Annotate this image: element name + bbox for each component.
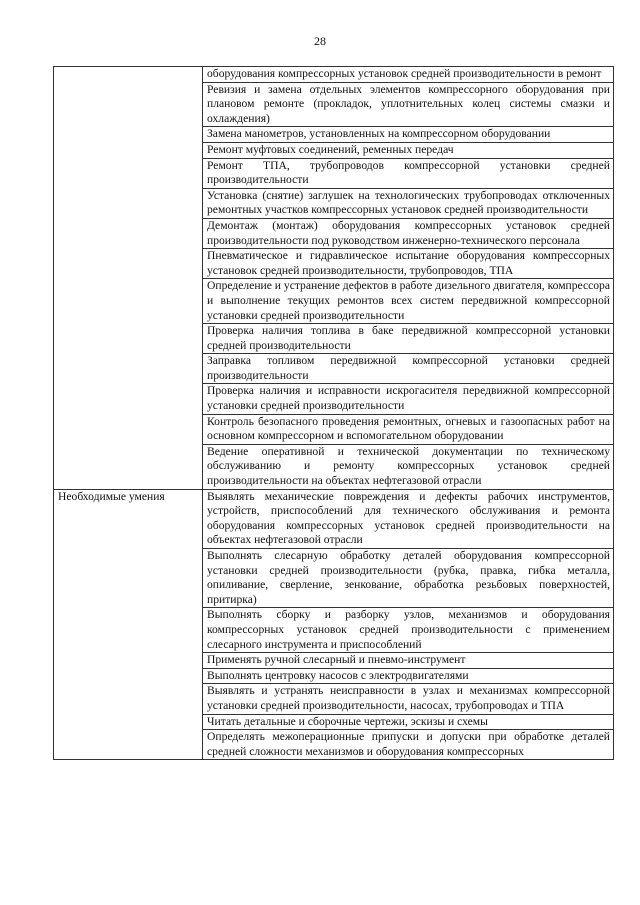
required-skills-item: Читать детальные и сборочные чертежи, эскизы и схемы: [203, 714, 614, 730]
required-skills-item: Выявлять механические повреждения и дефекты рабочих инструментов, устройств, приспособлений для технического обслуживания и ремонта оборудования компрессорных установок средней производительности на объектах нефтегазовой отрасли: [203, 489, 614, 548]
required-skills-item: Определять межоперационные припуски и допуски при обработке деталей средней сложности механизмов и оборудования компрессорных: [203, 730, 614, 760]
labor-actions-item: Ремонт ТПА, трубопроводов компрессорной установки средней производительности: [203, 158, 614, 188]
required-skills-label-cell: Необходимые умения: [54, 489, 203, 760]
required-skills-item: Выполнять центровку насосов с электродвигателями: [203, 668, 614, 684]
labor-actions-item: Демонтаж (монтаж) оборудования компрессорных установок средней производительности под руководством инженерно-технического персонала: [203, 218, 614, 248]
requirements-table: [53, 66, 614, 760]
labor-actions-item: оборудования компрессорных установок средней производительности в ремонт: [203, 67, 614, 83]
labor-actions-item: Проверка наличия топлива в баке передвижной компрессорной установки средней производительности: [203, 324, 614, 354]
page-number: 28: [314, 34, 326, 48]
labor-actions-item: Контроль безопасного проведения ремонтных, огневых и газоопасных работ на основном компрессорном и вспомогательном оборудовании: [203, 414, 614, 444]
labor-actions-item: Ремонт муфтовых соединений, ременных передач: [203, 142, 614, 158]
labor-actions-label-cell: [54, 67, 203, 490]
table-row: [54, 67, 614, 83]
required-skills-item: Выполнять сборку и разборку узлов, механизмов и оборудования компрессорных установок средней производительности с применением слесарного инструмента и приспособлений: [203, 608, 614, 653]
labor-actions-item: Пневматическое и гидравлическое испытание оборудования компрессорных установок средней производительности, трубопроводов, ТПА: [203, 249, 614, 279]
labor-actions-item: Замена манометров, установленных на компрессорном оборудовании: [203, 127, 614, 143]
labor-actions-item: Ведение оперативной и технической документации по техническому обслуживанию и ремонту компрессорных установок средней производительности на объектах нефтегазовой отрасли: [203, 444, 614, 489]
required-skills-item: Выявлять и устранять неисправности в узлах и механизмах компрессорной установки средней производительности, насосах, трубопроводах и ТПА: [203, 684, 614, 714]
labor-actions-item: Определение и устранение дефектов в работе дизельного двигателя, компрессора и выполнение текущих ремонтов всех систем передвижной компрессорной установки средней производительности: [203, 279, 614, 324]
labor-actions-item: Проверка наличия и исправности искрогасителя передвижной компрессорной установки средней производительности: [203, 384, 614, 414]
labor-actions-item: Установка (снятие) заглушек на технологических трубопроводах отключенных ремонтных участков компрессорных установок средней производительности: [203, 188, 614, 218]
table-row: [54, 489, 614, 548]
labor-actions-item: Ревизия и замена отдельных элементов компрессорного оборудования при плановом ремонте (прокладок, уплотнительных колец системы смазки и охлаждения): [203, 82, 614, 127]
labor-actions-item: Заправка топливом передвижной компрессорной установки средней производительности: [203, 354, 614, 384]
required-skills-item: Применять ручной слесарный и пневмо-инструмент: [203, 653, 614, 669]
required-skills-item: Выполнять слесарную обработку деталей оборудования компрессорной установки средней производительности (рубка, правка, гибка металла, опиливание, сверление, зенкование, обработка резьбовых поверхностей, притирка): [203, 549, 614, 608]
